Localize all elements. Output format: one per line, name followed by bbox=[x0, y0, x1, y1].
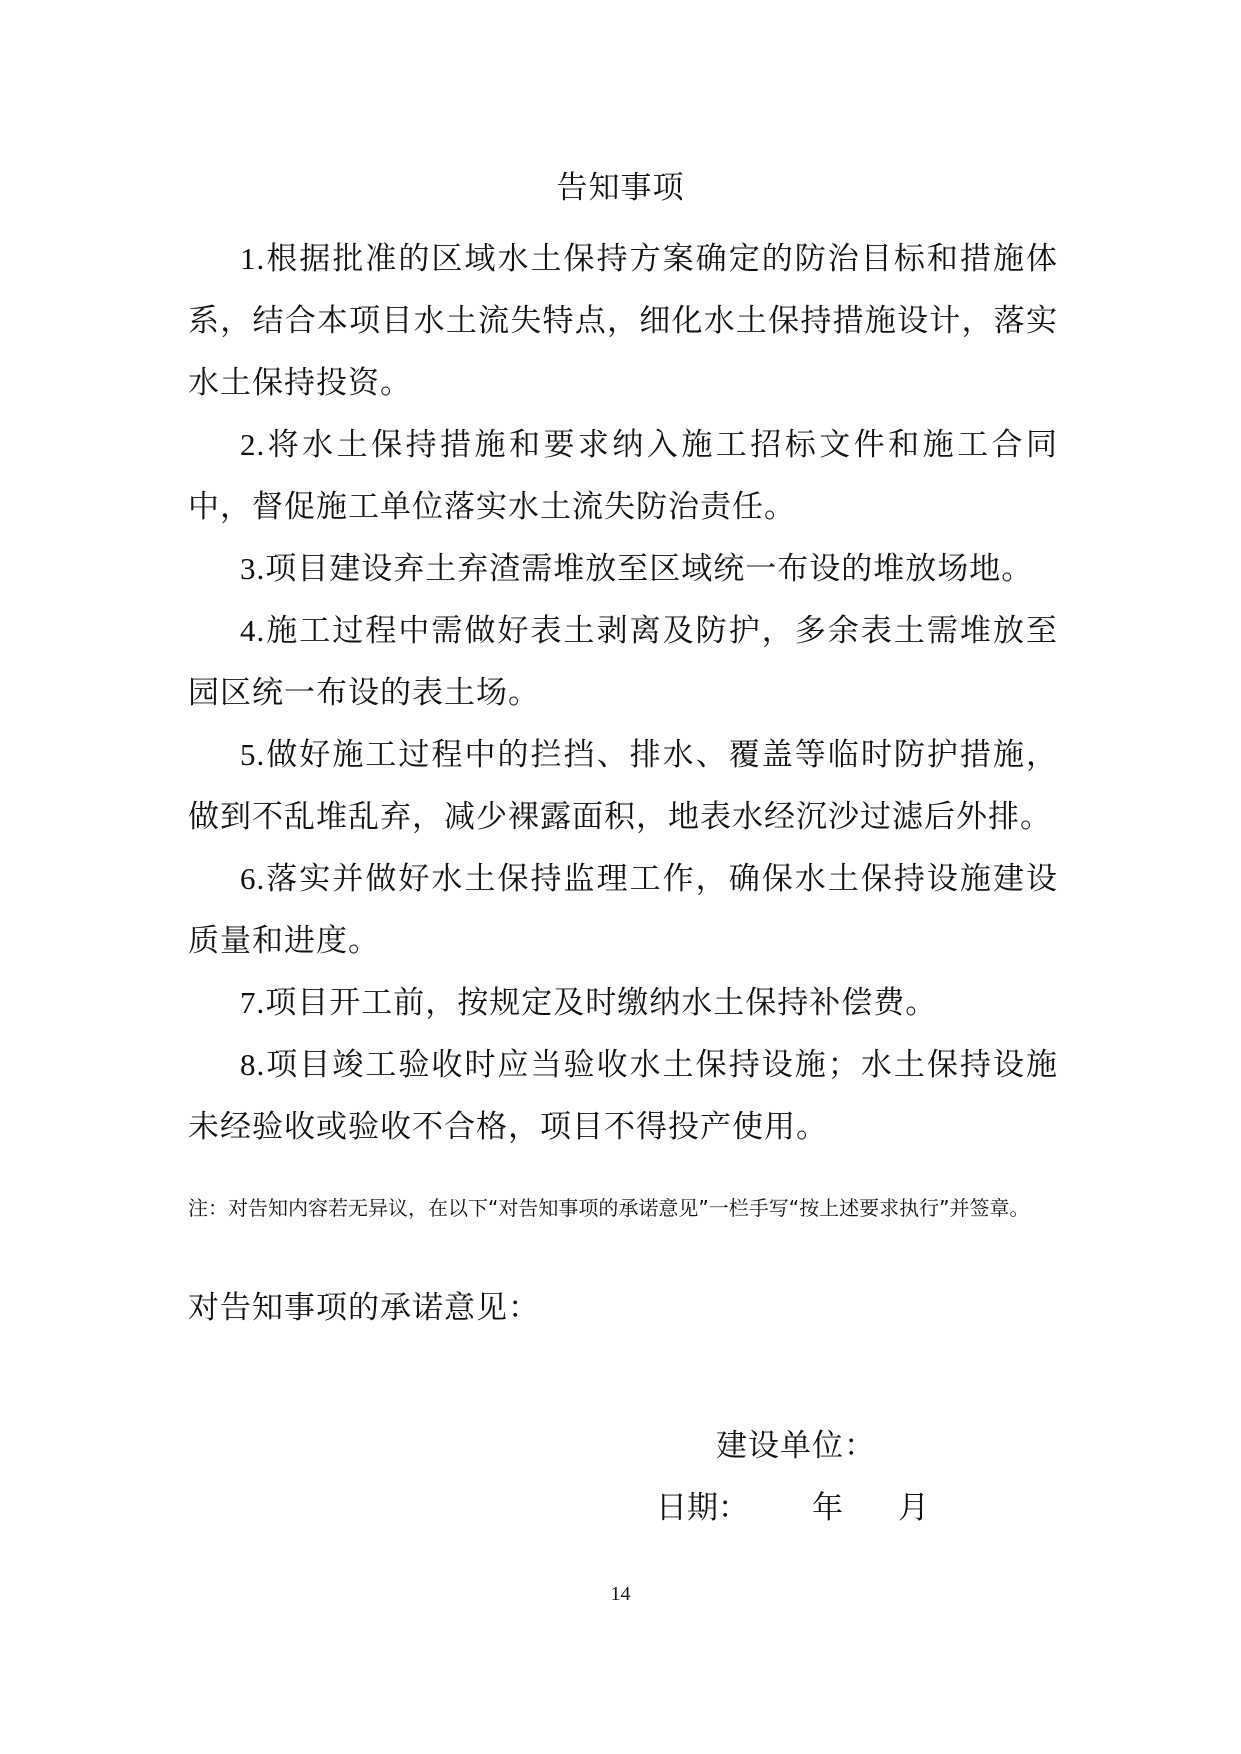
item-number: 4. bbox=[240, 613, 266, 648]
date-month-label: 月 bbox=[898, 1490, 929, 1526]
date-row bbox=[656, 1488, 929, 1528]
item-number: 2. bbox=[240, 427, 266, 462]
item-text: 项目竣工验收时应当验收水土保持设施；水土保持设施未经验收或验收不合格，项目不得投产使用。 bbox=[188, 1047, 1058, 1145]
item-number: 5. bbox=[240, 737, 266, 772]
notice-item-5 bbox=[188, 724, 1058, 848]
item-text: 根据批准的区域水土保持方案确定的防治目标和措施体系，结合本项目水土流失特点，细化水土保持措施设计，落实水土保持投资。 bbox=[188, 241, 1058, 401]
item-number: 8. bbox=[240, 1047, 266, 1082]
note-text: 注：对告知内容若无异议，在以下“对告知事项的承诺意见”一栏手写“按上述要求执行”并签章。 bbox=[188, 1196, 1030, 1220]
construction-unit-label: 建设单位： bbox=[716, 1428, 876, 1464]
item-number: 1. bbox=[240, 241, 266, 276]
item-text: 项目开工前，按规定及时缴纳水土保持补偿费。 bbox=[265, 985, 938, 1021]
item-text: 做好施工过程中的拦挡、排水、覆盖等临时防护措施，做到不乱堆乱弃，减少裸露面积，地表水经沉沙过滤后外排。 bbox=[188, 737, 1058, 835]
notice-item-7 bbox=[188, 972, 1058, 1034]
notice-item-4 bbox=[188, 600, 1058, 724]
notice-items bbox=[188, 228, 1058, 1158]
item-text: 将水土保持措施和要求纳入施工招标文件和施工合同中，督促施工单位落实水土流失防治责任。 bbox=[188, 427, 1058, 525]
notice-item-3 bbox=[188, 538, 1058, 600]
page-number: 14 bbox=[610, 1583, 631, 1605]
item-text: 施工过程中需做好表土剥离及防护，多余表土需堆放至园区统一布设的表土场。 bbox=[188, 613, 1058, 711]
notice-item-8 bbox=[188, 1034, 1058, 1158]
date-year-label: 年 bbox=[812, 1490, 843, 1526]
notice-item-2 bbox=[188, 414, 1058, 538]
item-text: 落实并做好水土保持监理工作，确保水土保持设施建设质量和进度。 bbox=[188, 861, 1058, 959]
notice-item-6 bbox=[188, 848, 1058, 972]
page-title: 告知事项 bbox=[556, 170, 685, 206]
item-number: 6. bbox=[240, 861, 266, 896]
item-number: 7. bbox=[240, 985, 266, 1020]
item-text: 项目建设弃土弃渣需堆放至区域统一布设的堆放场地。 bbox=[265, 551, 1034, 587]
notice-item-1 bbox=[188, 228, 1058, 414]
commitment-label: 对告知事项的承诺意见： bbox=[188, 1290, 540, 1326]
date-label: 日期： bbox=[656, 1490, 749, 1526]
item-number: 3. bbox=[240, 551, 266, 586]
